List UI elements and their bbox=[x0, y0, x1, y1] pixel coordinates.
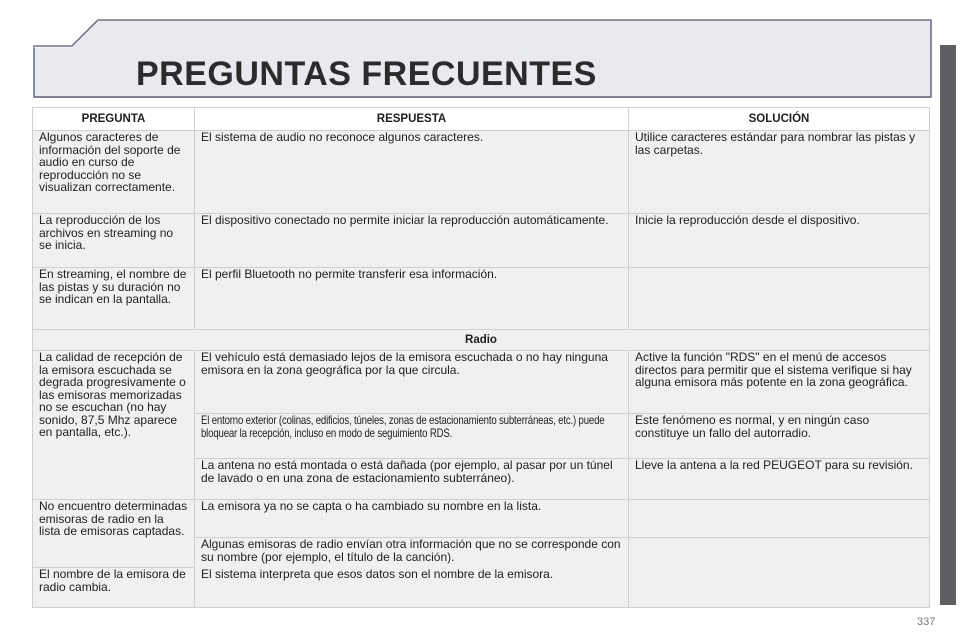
answer-cell bbox=[195, 414, 629, 459]
header-solution: SOLUCIÓN bbox=[629, 108, 930, 131]
answer-cell: El perfil Bluetooth no permite transferir esa información. bbox=[195, 268, 629, 330]
condensed-answer-text: El entorno exterior (colinas, edificios, túneles, zonas de estacionamiento subterráneas, etc.) puede bloquear la recepción, incluso en modo de seguimiento RDS. bbox=[201, 413, 605, 440]
answer-cell bbox=[195, 538, 629, 608]
table-row bbox=[33, 500, 930, 538]
section-label-radio: Radio bbox=[33, 330, 930, 351]
answer-cell: La antena no está montada o está dañada (por ejemplo, al pasar por un túnel de lavado o en una zona de estacionamiento subterráneo). bbox=[195, 459, 629, 500]
question-cell: No encuentro determinadas emisoras de radio en la lista de emisoras captadas. bbox=[33, 500, 195, 568]
page-title: PREGUNTAS FRECUENTES bbox=[136, 55, 597, 93]
solution-cell: Active la función "RDS" en el menú de accesos directos para permitir que el sistema verifique si hay alguna emisora más potente en la zona geográfica. bbox=[629, 351, 930, 414]
page-number: 337 bbox=[917, 616, 936, 628]
header-question: PREGUNTA bbox=[33, 108, 195, 131]
answer-cell: El vehículo está demasiado lejos de la emisora escuchada o no hay ninguna emisora en la zona geográfica por la que circula. bbox=[195, 351, 629, 414]
question-cell: El nombre de la emisora de radio cambia. bbox=[33, 568, 195, 608]
answer-cell: La emisora ya no se capta o ha cambiado su nombre en la lista. bbox=[195, 500, 629, 538]
question-cell: La reproducción de los archivos en streaming no se inicia. bbox=[33, 214, 195, 268]
table-row bbox=[33, 351, 930, 414]
solution-cell: Este fenómeno es normal, y en ningún caso constituye un fallo del autorradio. bbox=[629, 414, 930, 459]
question-cell: La calidad de recepción de la emisora escuchada se degrada progresivamente o las emisoras memorizadas no se escuchan (no hay sonido, 87,5 Mhz aparece en pantalla, etc.). bbox=[33, 351, 195, 500]
solution-cell: Lleve la antena a la red PEUGEOT para su revisión. bbox=[629, 459, 930, 500]
solution-cell: Inicie la reproducción desde el dispositivo. bbox=[629, 214, 930, 268]
solution-cell bbox=[629, 500, 930, 538]
header-answer: RESPUESTA bbox=[195, 108, 629, 131]
table-row bbox=[33, 268, 930, 330]
answer-paragraph: El sistema interpreta que esos datos son el nombre de la emisora. bbox=[201, 567, 554, 581]
solution-cell: Utilice caracteres estándar para nombrar las pistas y las carpetas. bbox=[629, 131, 930, 214]
table-row bbox=[33, 131, 930, 214]
side-rule-bar bbox=[940, 45, 956, 605]
solution-cell bbox=[629, 538, 930, 608]
table-row bbox=[33, 214, 930, 268]
page-title-bar bbox=[0, 0, 960, 100]
answer-paragraph: Algunas emisoras de radio envían otra información que no se corresponde con su nombre (por ejemplo, el título de la canción). bbox=[201, 537, 621, 564]
solution-cell bbox=[629, 268, 930, 330]
question-cell: Algunos caracteres de información del soporte de audio en curso de reproducción no se visualizan correctamente. bbox=[33, 131, 195, 214]
answer-cell: El sistema de audio no reconoce algunos caracteres. bbox=[195, 131, 629, 214]
section-row-radio bbox=[33, 330, 930, 351]
answer-cell: El dispositivo conectado no permite iniciar la reproducción automáticamente. bbox=[195, 214, 629, 268]
question-cell: En streaming, el nombre de las pistas y su duración no se indican en la pantalla. bbox=[33, 268, 195, 330]
table-header-row bbox=[33, 108, 930, 131]
faq-table bbox=[32, 107, 930, 608]
